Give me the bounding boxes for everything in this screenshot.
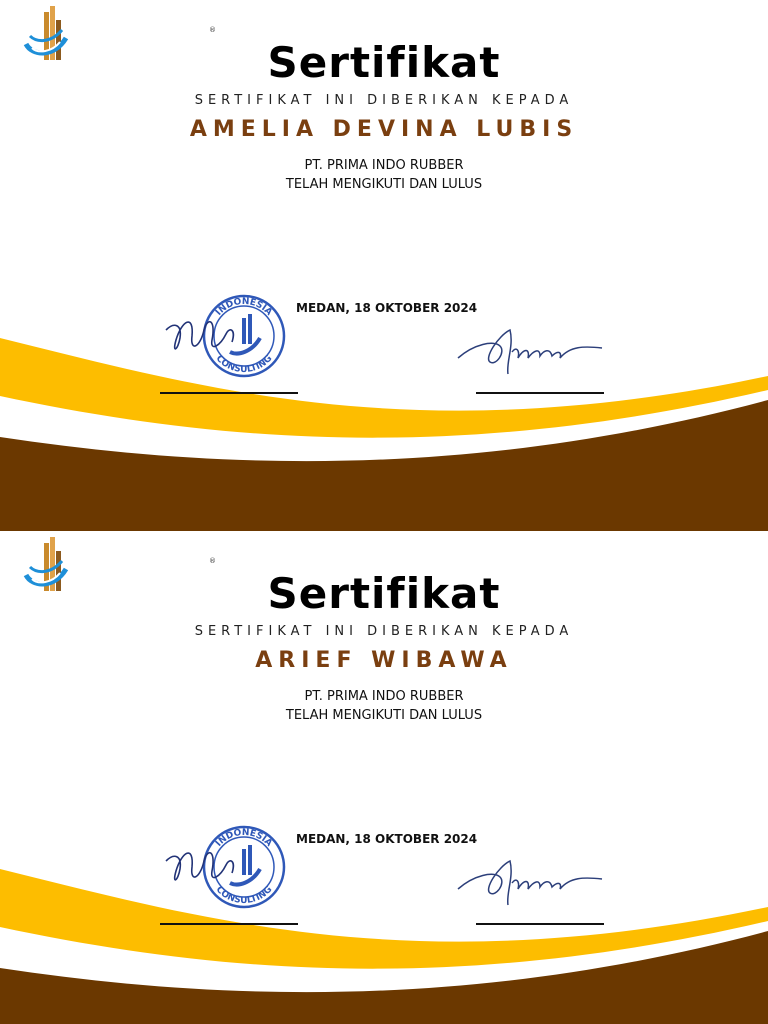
certificate-title: Sertifikat xyxy=(267,38,501,87)
recipient-name: AMELIA DEVINA LUBIS xyxy=(189,117,579,142)
signature-line-right xyxy=(476,392,604,394)
completion-text: TELAH MENGIKUTI DAN LULUS xyxy=(285,708,483,723)
handwritten-signature-left xyxy=(166,853,233,880)
handwritten-signature-right xyxy=(454,316,606,378)
stamp-bottom-text: CONSULTING xyxy=(213,353,275,376)
certificate-subtitle: SERTIFIKAT INI DIBERIKAN KEPADA xyxy=(194,624,574,639)
signature-line-right xyxy=(476,923,604,925)
signature-line-left xyxy=(160,392,298,394)
registered-mark: ® xyxy=(209,26,216,34)
stamp-bottom-text: CONSULTING xyxy=(213,884,275,907)
certificate-subtitle: SERTIFIKAT INI DIBERIKAN KEPADA xyxy=(194,93,574,108)
place-date: MEDAN, 18 OKTOBER 2024 xyxy=(296,832,478,846)
handwritten-signature-left xyxy=(166,322,233,349)
recipient-name: ARIEF WIBAWA xyxy=(255,648,513,673)
completion-text: TELAH MENGIKUTI DAN LULUS xyxy=(285,177,483,192)
company-stamp-icon xyxy=(204,296,284,376)
signature-stamp-left xyxy=(160,290,300,382)
signature-stamp-left xyxy=(160,821,300,913)
signature-line-left xyxy=(160,923,298,925)
stamp-top-text: INDONESIA xyxy=(214,296,274,318)
company-name: PT. PRIMA INDO RUBBER xyxy=(304,158,464,173)
place-date: MEDAN, 18 OKTOBER 2024 xyxy=(296,301,478,315)
stamp-top-text: INDONESIA xyxy=(214,827,274,849)
handwritten-signature-right xyxy=(454,847,606,909)
registered-mark: ® xyxy=(209,557,216,565)
company-name: PT. PRIMA INDO RUBBER xyxy=(304,689,464,704)
certificate-2 xyxy=(0,531,768,1024)
company-stamp-icon xyxy=(204,827,284,907)
certificate-title: Sertifikat xyxy=(267,569,501,618)
